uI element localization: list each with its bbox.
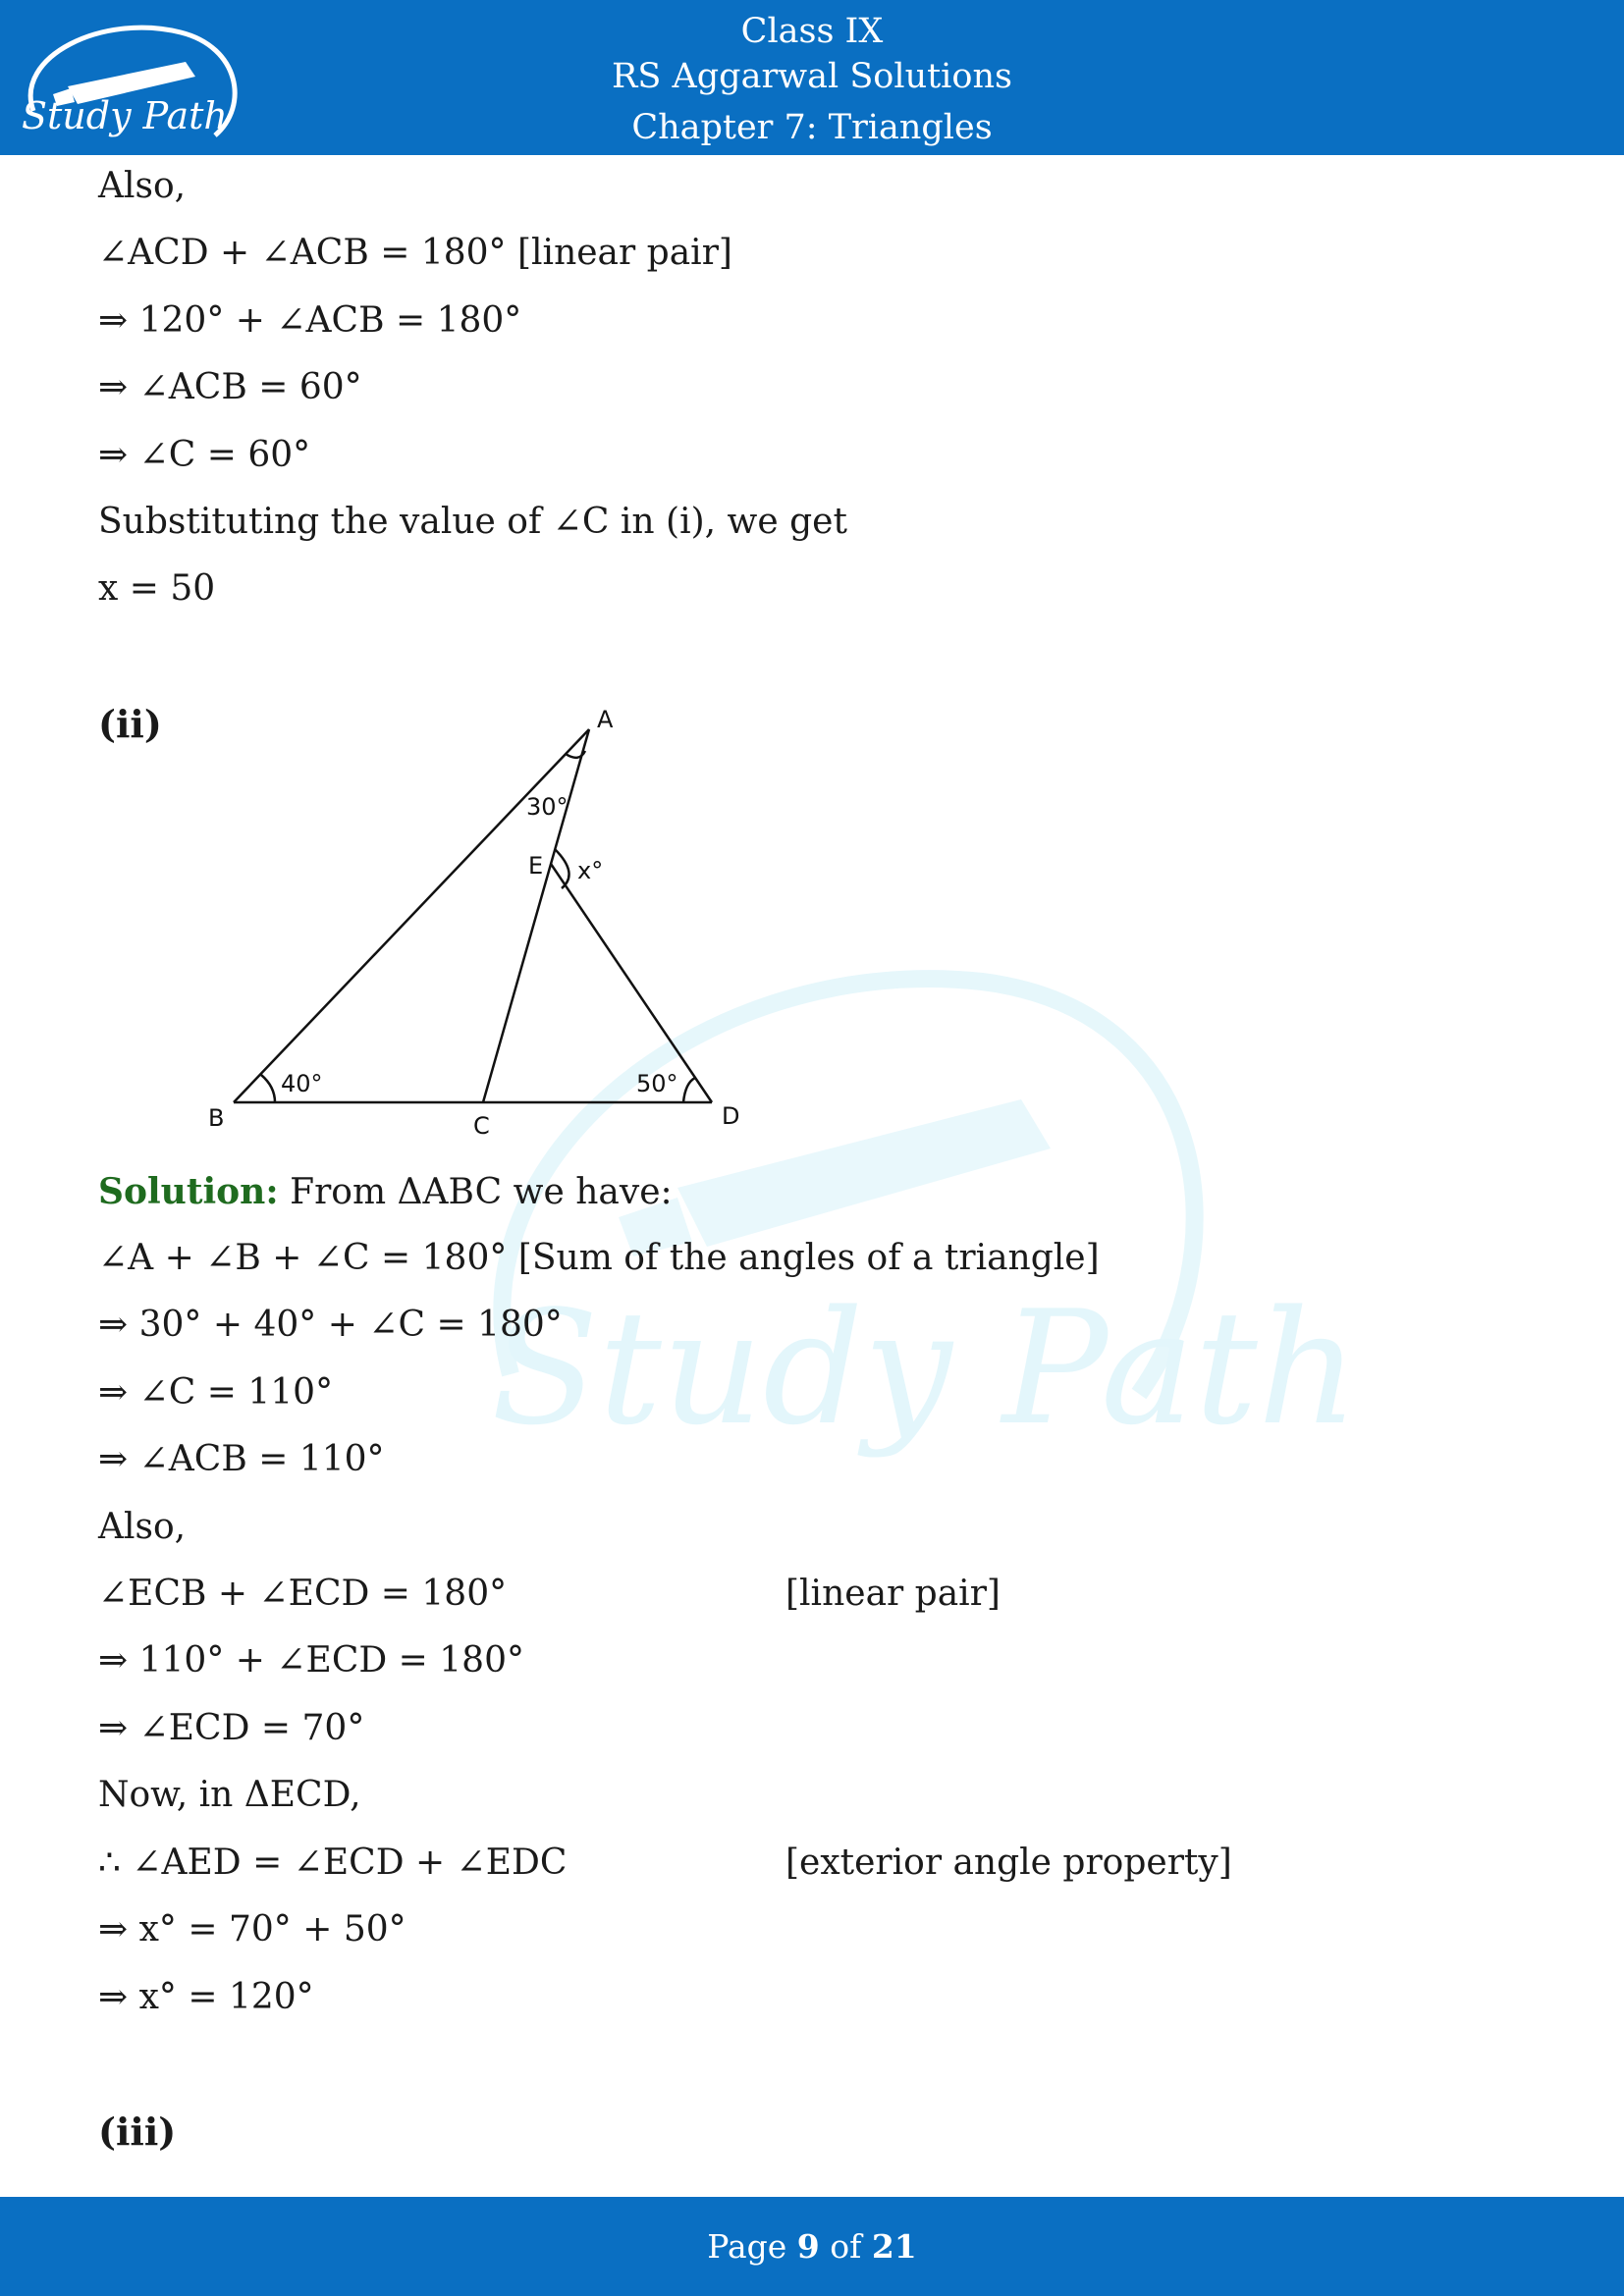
segment-ed: [551, 864, 712, 1102]
line-step: ⇒ ∠C = 110°: [98, 1372, 334, 1413]
note-exterior-angle: [exterior angle property]: [785, 1842, 1232, 1883]
page-footer: [0, 2197, 1624, 2296]
solution-intro: From ΔABC we have:: [290, 1172, 673, 1212]
page-number: 9: [796, 2227, 820, 2266]
angle-a-label: 30°: [526, 793, 568, 821]
line-also-2: Also,: [98, 1507, 187, 1547]
page-header: [0, 0, 1624, 155]
arc-e: [555, 849, 569, 888]
note-linear-pair: [linear pair]: [785, 1574, 1001, 1614]
line-substituting: Substituting the value of ∠C in (i), we get: [98, 502, 847, 542]
line-result-x: x = 50: [98, 568, 216, 609]
watermark-text: Study Path: [491, 1276, 1359, 1460]
line-step: ∠A + ∠B + ∠C = 180° [Sum of the angles of a triangle]: [98, 1238, 1100, 1278]
arc-b: [261, 1075, 275, 1102]
line-also-1: Also,: [98, 166, 187, 206]
angle-d-label: 50°: [636, 1070, 678, 1097]
line-step: ⇒ 120° + ∠ACB = 180°: [98, 300, 522, 341]
total-pages: 21: [871, 2227, 917, 2266]
class-title: Class IX: [740, 12, 884, 51]
label-a: A: [597, 706, 614, 733]
label-b: B: [208, 1104, 225, 1132]
label-e: E: [528, 852, 544, 880]
triangle-figure: [196, 702, 756, 1139]
line-step: ∴ ∠AED = ∠ECD + ∠EDC: [98, 1842, 568, 1883]
part-iii-label: (iii): [98, 2109, 177, 2154]
arc-d: [683, 1078, 695, 1102]
line-step: ⇒ 110° + ∠ECD = 180°: [98, 1640, 524, 1681]
line-step: ⇒ x° = 70° + 50°: [98, 1909, 406, 1949]
line-step: ⇒ ∠ACB = 60°: [98, 367, 362, 407]
line-step: ⇒ ∠ACB = 110°: [98, 1439, 385, 1479]
of-word: of: [830, 2227, 862, 2266]
part-ii-label: (ii): [98, 702, 162, 746]
solution-label: Solution:: [98, 1171, 279, 1212]
angle-b-label: 40°: [281, 1070, 323, 1097]
angle-e-label: x°: [577, 857, 604, 884]
line-step: ⇒ ∠ECD = 70°: [98, 1708, 365, 1748]
line-result-x: ⇒ x° = 120°: [98, 1977, 314, 2017]
page-word: Page: [707, 2227, 787, 2266]
line-linear-pair-eq: ∠ACD + ∠ACB = 180° [linear pair]: [98, 233, 732, 273]
solution-intro-line: [98, 1170, 673, 1214]
line-now-in-ecd: Now, in ΔECD,: [98, 1775, 361, 1815]
logo-text: Study Path: [22, 94, 228, 137]
label-d: D: [722, 1102, 740, 1130]
label-c: C: [473, 1112, 490, 1139]
book-title: RS Aggarwal Solutions: [612, 57, 1012, 96]
line-step: ⇒ ∠C = 60°: [98, 435, 311, 475]
line-step: ⇒ 30° + 40° + ∠C = 180°: [98, 1305, 563, 1345]
line-step: ∠ECB + ∠ECD = 180°: [98, 1574, 508, 1614]
chapter-title: Chapter 7: Triangles: [631, 108, 993, 147]
